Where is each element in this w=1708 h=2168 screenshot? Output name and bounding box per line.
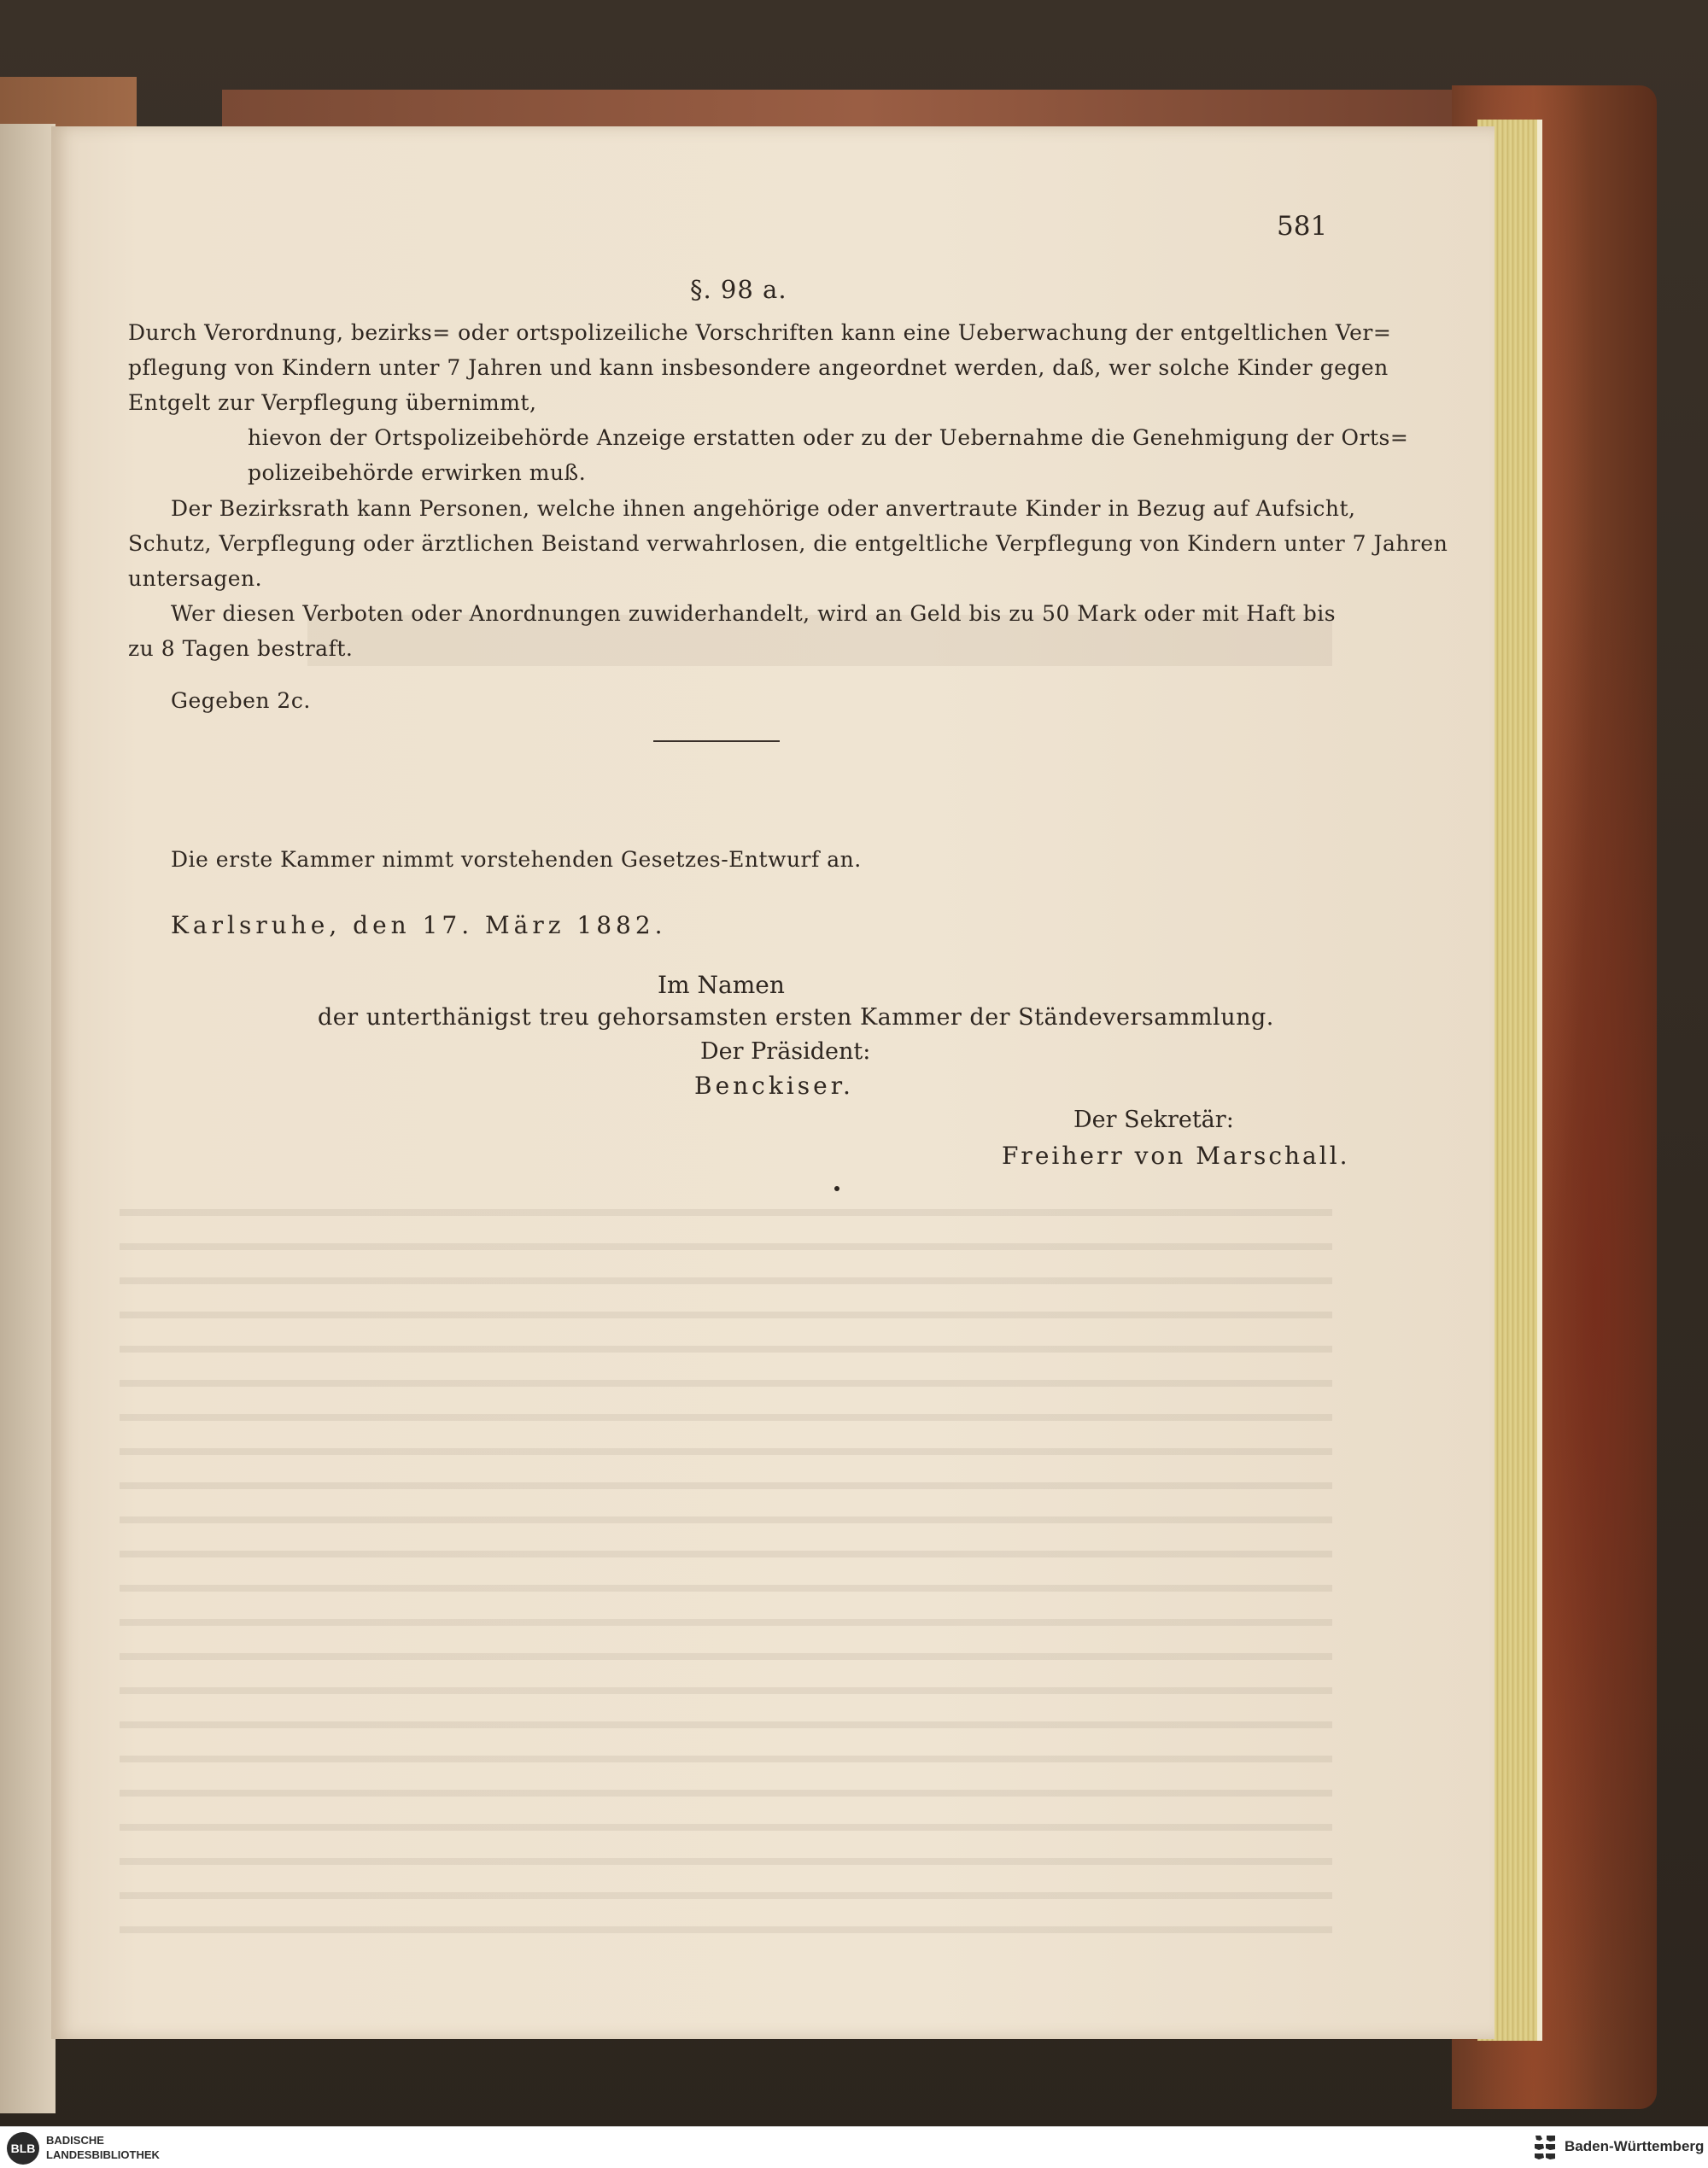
ink-dot bbox=[834, 1186, 839, 1191]
library-name-line1: BADISCHE bbox=[46, 2134, 104, 2147]
paragraph-line: untersagen. bbox=[128, 566, 263, 591]
paragraph-line: Der Bezirksrath kann Personen, welche ihnen angehörige oder anvertraute Kinder in Bezug auf Aufsicht, bbox=[171, 496, 1356, 521]
blb-logo-icon[interactable]: BLB bbox=[7, 2132, 39, 2165]
signature-formula: der unterthänigst treu gehorsamsten ersten Kammer der Ständeversammlung. bbox=[318, 1004, 1274, 1031]
adoption-statement: Die erste Kammer nimmt vorstehenden Gesetzes-Entwurf an. bbox=[171, 847, 862, 872]
given-clause: Gegeben 2c. bbox=[171, 688, 311, 713]
library-name-line2: LANDESBIBLIOTHEK bbox=[46, 2148, 160, 2161]
paragraph-line: polizeibehörde erwirken muß. bbox=[248, 460, 587, 485]
secretary-title: Der Sekretär: bbox=[1073, 1107, 1234, 1133]
secretary-name: Freiherr von Marschall. bbox=[1002, 1142, 1350, 1170]
bleed-through-text bbox=[120, 1187, 1332, 1955]
library-name[interactable] bbox=[46, 2133, 160, 2162]
previous-page-edge bbox=[0, 124, 56, 2113]
separator-rule bbox=[653, 740, 780, 742]
paragraph-line: hievon der Ortspolizeibehörde Anzeige erstatten oder zu der Uebernahme die Genehmigung der Orts= bbox=[248, 425, 1409, 450]
president-title: Der Präsident: bbox=[700, 1038, 871, 1065]
baden-wuerttemberg-lions-icon[interactable] bbox=[1532, 2132, 1558, 2163]
book-cover-top bbox=[222, 90, 1503, 128]
section-title: §. 98 a. bbox=[690, 275, 787, 304]
paragraph-line: pflegung von Kindern unter 7 Jahren und kann insbesondere angeordnet werden, daß, wer solche Kinder gegen bbox=[128, 355, 1389, 380]
paragraph-line: zu 8 Tagen bestraft. bbox=[128, 636, 354, 661]
paragraph-line: Entgelt zur Verpflegung übernimmt, bbox=[128, 390, 537, 415]
paragraph-line: Schutz, Verpflegung oder ärztlichen Beistand verwahrlosen, die entgeltliche Verpflegung von Kindern unter 7 Jahren bbox=[128, 531, 1448, 556]
paragraph-line: Durch Verordnung, bezirks= oder ortspolizeiliche Vorschriften kann eine Ueberwachung der entgeltlichen Ver= bbox=[128, 320, 1392, 345]
president-name: Benckiser. bbox=[694, 1072, 854, 1100]
page-number: 581 bbox=[1277, 211, 1328, 242]
state-name[interactable]: Baden-Württemberg bbox=[1565, 2138, 1705, 2154]
paragraph-line: Wer diesen Verboten oder Anordnungen zuwiderhandelt, wird an Geld bis zu 50 Mark oder mit Haft bis bbox=[171, 601, 1337, 626]
footer-bar bbox=[0, 2126, 1708, 2168]
signature-heading: Im Namen bbox=[658, 971, 785, 999]
place-date: Karlsruhe, den 17. März 1882. bbox=[171, 911, 667, 939]
